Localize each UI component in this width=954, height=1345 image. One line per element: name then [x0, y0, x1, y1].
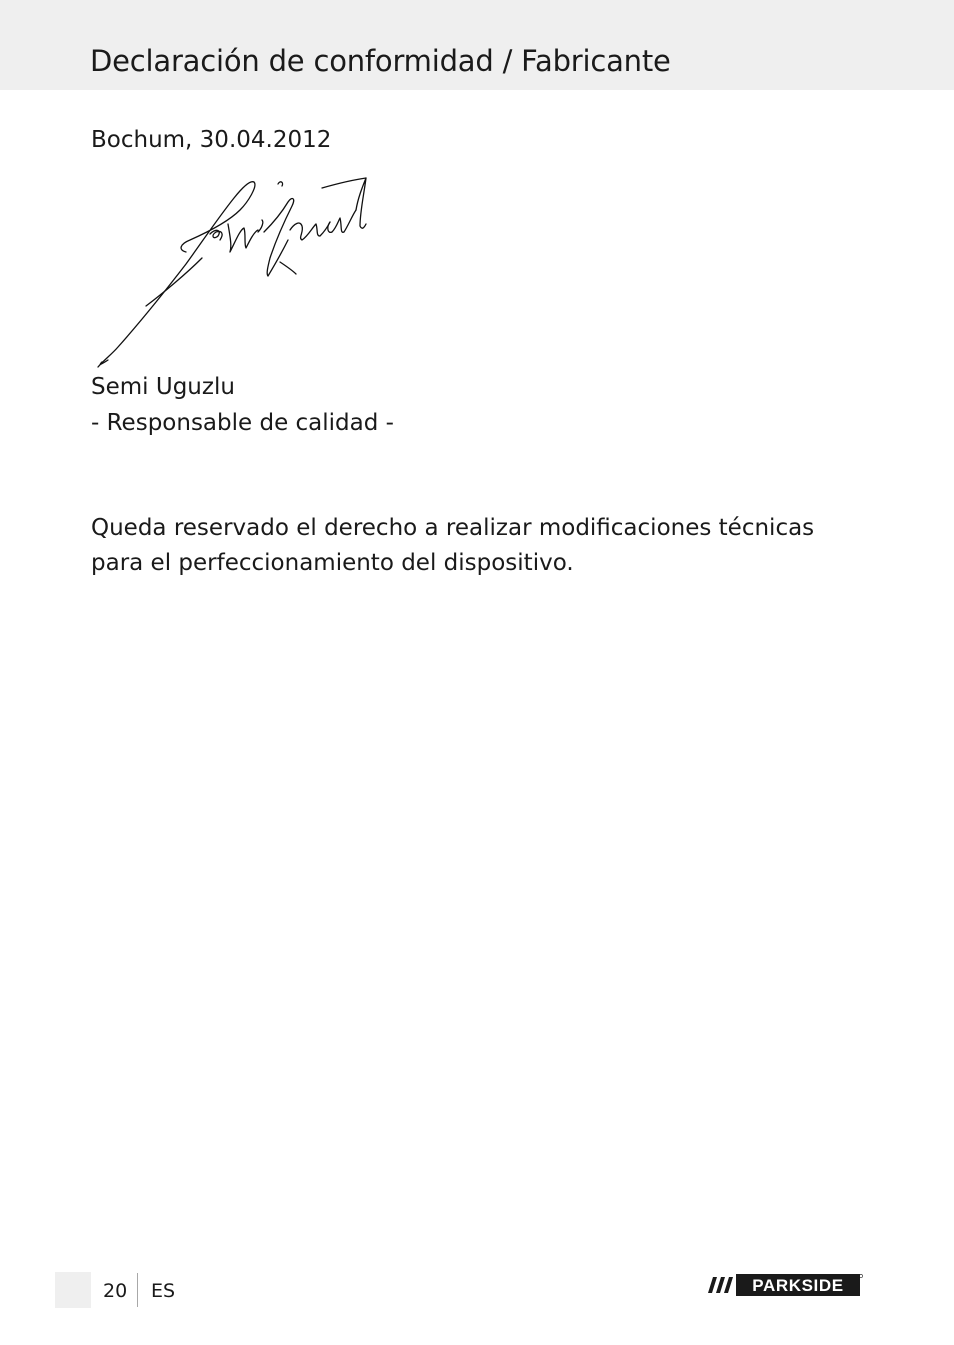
handwritten-signature [90, 170, 380, 375]
footer-marker-box [55, 1272, 91, 1308]
footer-divider [137, 1273, 138, 1307]
page-number: 20 [103, 1280, 128, 1302]
place-date: Bochum, 30.04.2012 [91, 127, 332, 153]
parkside-logo [705, 1273, 863, 1297]
technical-changes-notice: Queda reservado el derecho a realizar modificaciones técnicas para el perfeccionamiento del dispositivo. [91, 515, 815, 576]
logo-wordmark: PARKSIDE [752, 1276, 844, 1295]
signer-role: - Responsable de calidad - [91, 410, 394, 436]
page-title: Declaración de conformidad / Fabricante [90, 44, 671, 78]
signer-name: Semi Uguzlu [91, 374, 235, 400]
language-code: ES [151, 1280, 176, 1302]
